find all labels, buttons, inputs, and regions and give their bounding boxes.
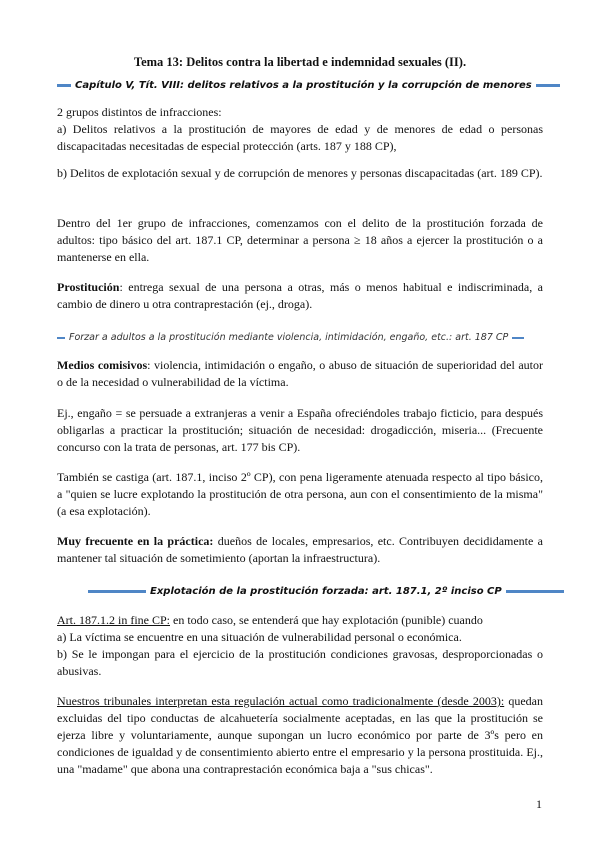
article-item-b: b) Se le impongan para el ejercicio de la prostitución condiciones gravosas, desproporcionadas o abusivas. [57, 647, 543, 678]
page-title: Tema 13: Delitos contra la libertad e indemnidad sexuales (II). [133, 55, 467, 69]
article-reference: Art. 187.1.2 in fine CP: [57, 613, 170, 627]
paragraph-tribunales [57, 693, 543, 778]
tribunales-text: quedan excluidas del tipo conductas de alcahuetería socialmente aceptadas, en las que la prostitución se ejerza libre y voluntariamente, aunque supongan un lucro económico por parte de 3ºs pero en condiciones de igualdad y de consentimiento abierto entre el empresario y la persona prostituida. Ej., una "madame" que abona una contraprestación económica baja a "sus chicas". [57, 694, 544, 776]
list-item-b: b) Delitos de explotación sexual y de corrupción de menores y personas discapacitadas (art. 189 CP). [57, 166, 543, 180]
banner-bar-right [506, 590, 564, 593]
banner-text: Forzar a adultos a la prostitución mediante violencia, intimidación, engaño, etc.: art. 187 CP [69, 332, 509, 343]
list-item-a: a) Delitos relativos a la prostitución de mayores de edad y de menores de edad o personas discapacitadas necesitadas de especial protección (arts. 187 y 188 CP), [57, 122, 543, 153]
section-banner-forzar [57, 332, 524, 343]
paragraph-frecuente [57, 533, 543, 567]
paragraph-ejemplo: Ej., engaño = se persuade a extranjeras a venir a España ofreciéndoles trabajo ficticio, para después obligarlas a practicar la prostitución; situación de necesidad: drogadicción, miseria... (Frecuente concurso con la trata de personas, art. 177 bis CP). [57, 406, 543, 454]
page-number: 1 [536, 797, 542, 811]
term-muy-frecuente: Muy frecuente en la práctica: [57, 534, 214, 548]
banner-bar-left [57, 337, 65, 339]
article-text: en todo caso, se entenderá que hay explotación (punible) cuando [170, 613, 483, 627]
definition-prostitucion: : entrega sexual de una persona a otras, más o menos habitual e indiscriminada, a cambio de dinero u otra contraprestación (ej., droga). [57, 280, 543, 311]
paragraph-medios [57, 357, 543, 391]
banner-bar-left [88, 590, 146, 593]
banner-text: Capítulo V, Tít. VIII: delitos relativos a la prostitución y la corrupción de menores [75, 80, 532, 91]
banner-bar-left [57, 84, 71, 87]
section-banner-explotacion [88, 586, 564, 597]
paragraph-primer-grupo: Dentro del 1er grupo de infracciones, comenzamos con el delito de la prostitución forzada de adultos: tipo básico del art. 187.1 CP, determinar a persona ≥ 18 años a ejercer la prostitución o a mantenerse en ella. [57, 216, 543, 264]
banner-bar-right [536, 84, 560, 87]
paragraph-art [57, 612, 543, 629]
term-medios-comisivos: Medios comisivos [57, 358, 148, 372]
term-prostitucion: Prostitución [57, 280, 120, 294]
paragraph-prostitucion [57, 279, 543, 313]
intro-text: 2 grupos distintos de infracciones: [57, 105, 222, 119]
banner-text: Explotación de la prostitución forzada: art. 187.1, 2º inciso CP [150, 586, 502, 597]
section-banner-chapter [57, 80, 560, 91]
article-item-a: a) La víctima se encuentre en una situación de vulnerabilidad personal o económica. [57, 630, 462, 644]
tribunales-lead: Nuestros tribunales interpretan esta regulación actual como tradicionalmente (desde 2003): [57, 694, 505, 708]
paragraph-tambien: También se castiga (art. 187.1, inciso 2º CP), con pena ligeramente atenuada respecto al tipo básico, a "quien se lucre explotando la prostitución de otra persona, aun con el consentimiento de la misma" (a esa explotación). [57, 470, 543, 518]
banner-bar-right [512, 337, 524, 339]
definition-medios-comisivos: : violencia, intimidación o engaño, o abuso de situación de superioridad del autor o de la necesidad o vulnerabilidad de la víctima. [57, 358, 543, 389]
definition-muy-frecuente: dueños de locales, empresarios, etc. Contribuyen decididamente a mantener tal situación de sometimiento (aportan la infraestructura). [57, 534, 543, 565]
